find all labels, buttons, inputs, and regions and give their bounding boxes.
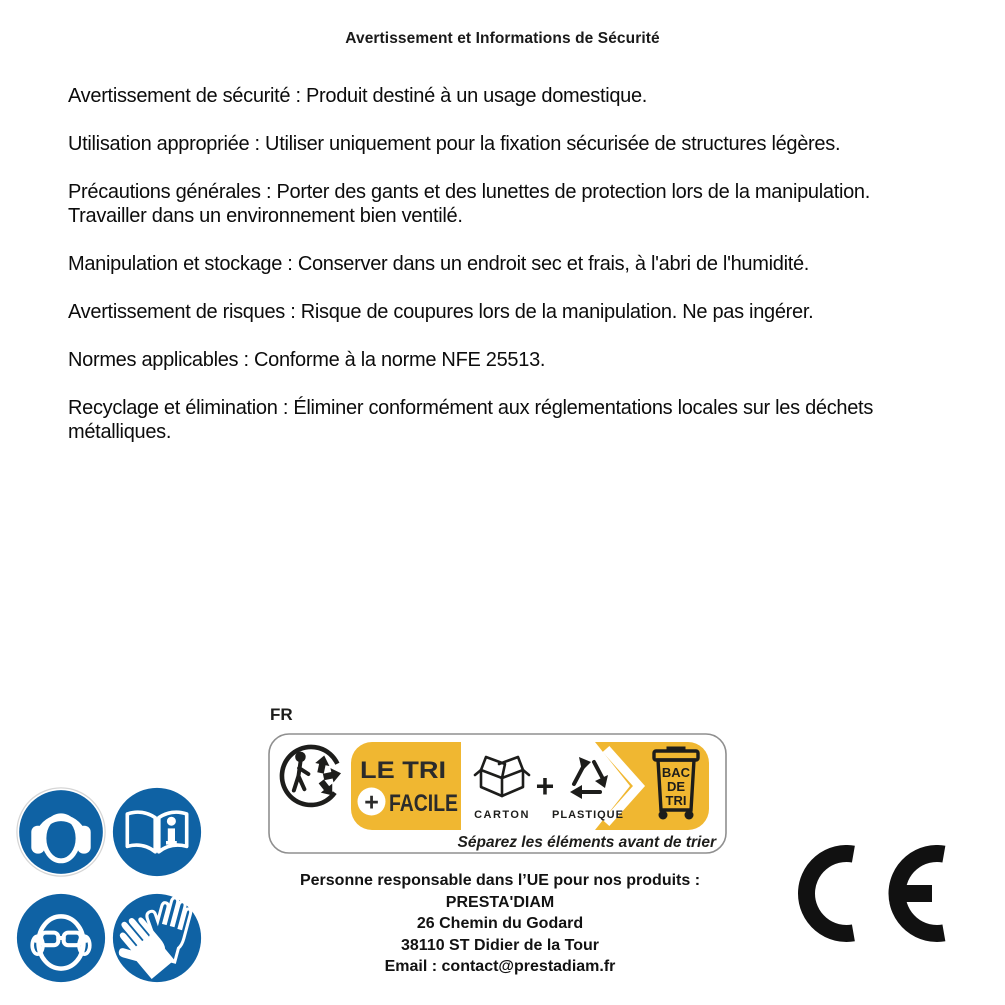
contact-email: Email : contact@prestadiam.fr [384,958,616,975]
headline-le-tri: LE TRI [360,757,446,784]
plus-icon: + [364,788,379,817]
wear-eye-protection-icon [16,893,106,983]
responsible-person-block [250,870,750,978]
svg-text:BAC: BAC [661,765,691,780]
paragraph-recycling: Recyclage et élimination : Éliminer conformément aux réglementations locales sur les déchets métalliques. [68,397,874,443]
paragraph-usage: Avertissement de sécurité : Produit destiné à un usage domestique. [68,85,648,107]
headline-facile: FACILE [389,790,458,817]
wear-ear-protection-icon [16,787,106,877]
paragraph-standards: Normes applicables : Conforme à la norme NFE 25513. [68,349,546,371]
read-instruction-manual-icon [112,787,202,877]
safety-pictogram-grid [16,787,206,983]
svg-text:TRI: TRI [665,793,687,808]
responsible-intro: Personne responsable dans l’UE pour nos produits : [299,872,701,889]
paragraph-storage: Manipulation et stockage : Conserver dans un endroit sec et frais, à l'abri de l'humidité. [68,253,810,275]
sorting-bin-icon [654,748,698,820]
paragraph-risks: Avertissement de risques : Risque de coupures lors de la manipulation. Ne pas ingérer. [68,301,814,323]
page-title: Avertissement et Informations de Sécurité [345,30,660,47]
address-street: 26 Chemin du Godard [416,915,584,932]
wear-protective-gloves-icon [112,893,202,983]
materials-plus-icon: + [535,768,555,804]
safety-text-block [68,84,930,468]
material-plastique-label: PLASTIQUE [552,809,624,821]
infotri-recycling-label [268,733,728,855]
svg-text:DE: DE [666,779,686,794]
ce-marking-icon [790,845,958,945]
paragraph-precautions: Précautions générales : Porter des gants et des lunettes de protection lors de la manipulation. Travailler dans un environnement bien ventilé. [68,181,870,227]
address-city: 38110 ST Didier de la Tour [401,936,599,954]
country-code-label: FR [270,705,293,724]
company-name: PRESTA'DIAM [445,893,555,911]
sorting-tagline: Séparez les éléments avant de trier [457,834,716,851]
paragraph-appropriate-use: Utilisation appropriée : Utiliser uniquement pour la fixation sécurisée de structures légères. [68,133,841,155]
material-carton-label: CARTON [474,809,530,821]
